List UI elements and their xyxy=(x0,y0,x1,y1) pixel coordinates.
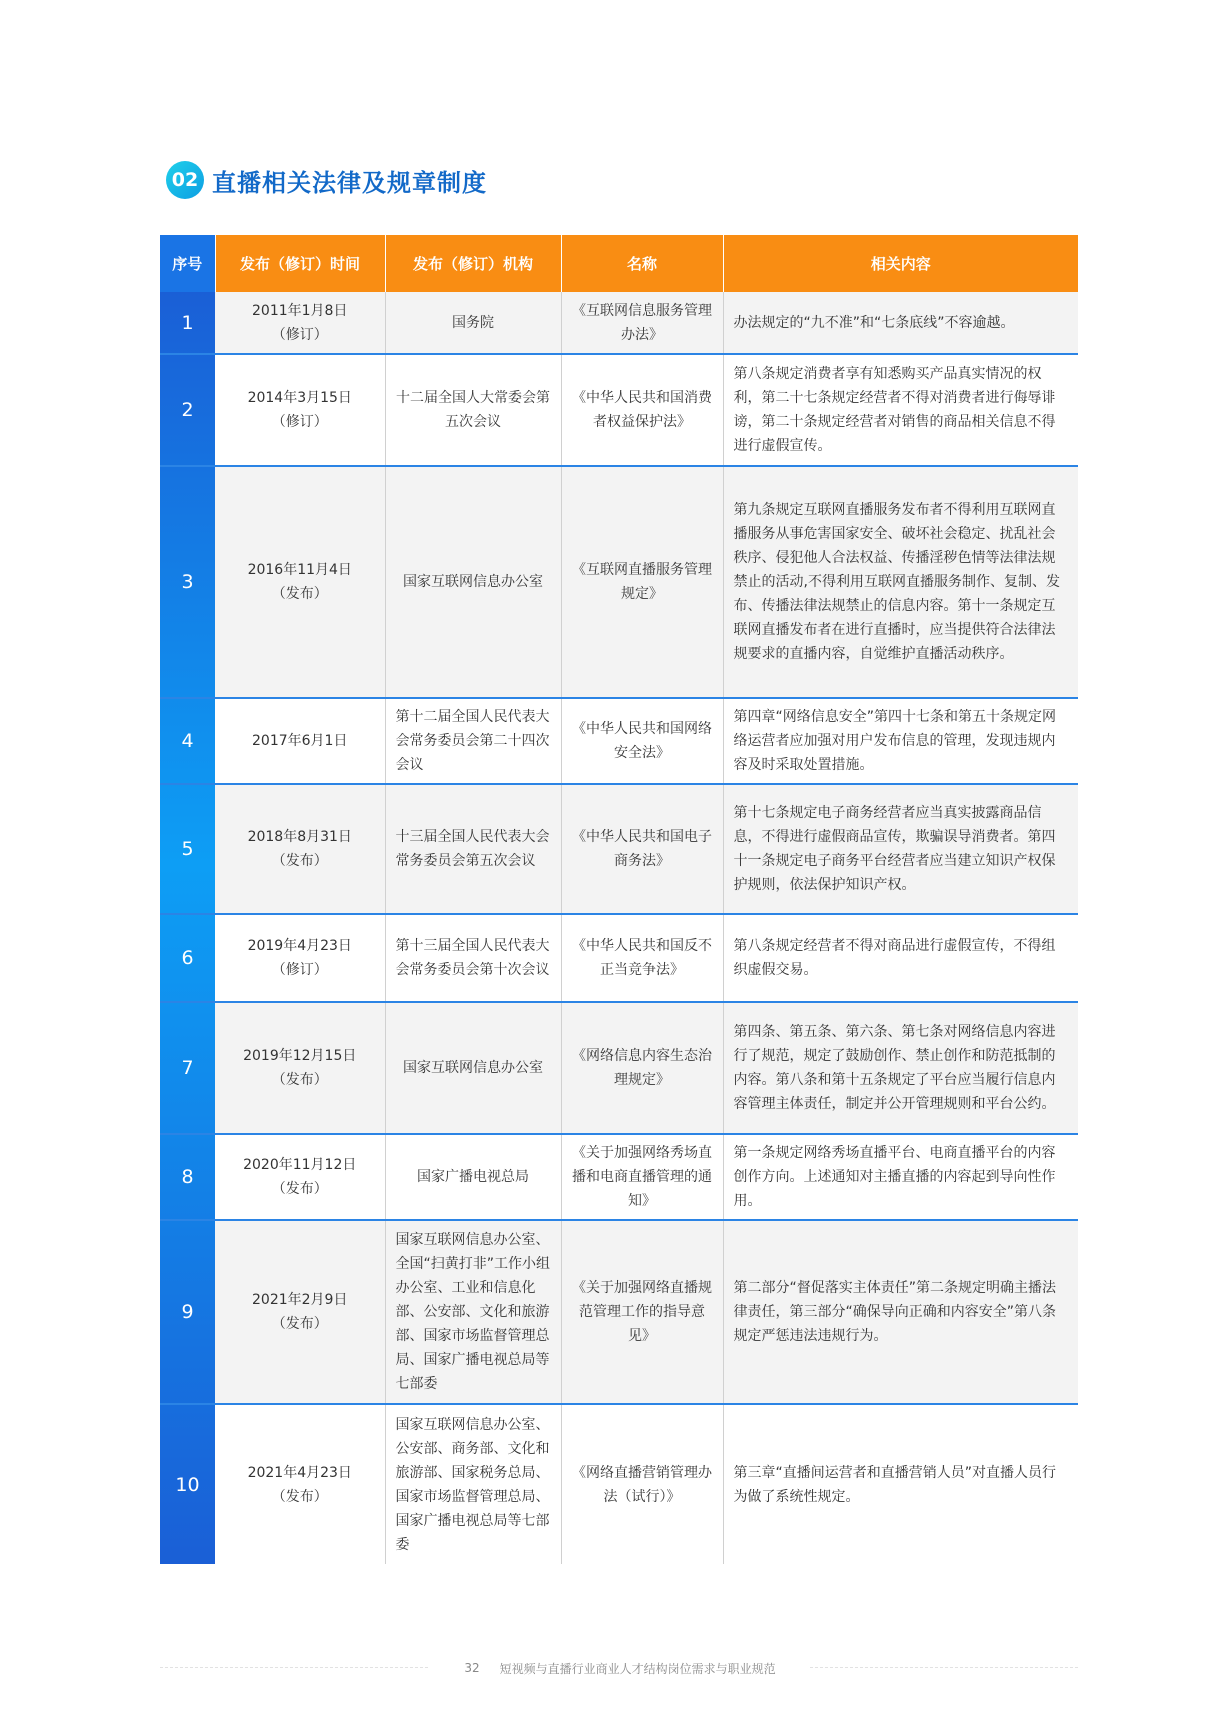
row-number: 1 xyxy=(160,292,215,354)
row-number: 8 xyxy=(160,1134,215,1220)
row-name: 《网络信息内容生态治理规定》 xyxy=(561,1002,723,1134)
row-status: （修订） xyxy=(271,326,328,343)
page-number: 32 xyxy=(464,1661,480,1675)
row-date-cell xyxy=(215,914,385,1002)
row-content: 第九条规定互联网直播服务发布者不得利用互联网直播服务从事危害国家安全、破坏社会稳定、扰乱社会秩序、侵犯他人合法权益、传播淫秽色情等法律法规禁止的活动,不得利用互联网直播服务制作、复制、发布、传播法律法规禁止的信息内容。第十一条规定互联网直播发布者在进行直播时，应当提供符合法律法规要求的直播内容，自觉维护直播活动秩序。 xyxy=(723,466,1078,698)
row-date: 2016年11月4日 xyxy=(247,562,352,578)
row-status: （发布） xyxy=(271,1181,328,1197)
row-name: 《中华人民共和国消费者权益保护法》 xyxy=(561,354,723,466)
row-content: 第一条规定网络秀场直播平台、电商直播平台的内容创作方向。上述通知对主播直播的内容起到导向性作用。 xyxy=(723,1134,1078,1220)
table-row xyxy=(160,1404,1078,1564)
row-status: （发布） xyxy=(271,586,328,602)
row-number: 7 xyxy=(160,1002,215,1134)
row-content: 第三章“直播间运营者和直播营销人员”对直播人员行为做了系统性规定。 xyxy=(723,1404,1078,1564)
row-content: 第八条规定经营者不得对商品进行虚假宣传，不得组织虚假交易。 xyxy=(723,914,1078,1002)
table-row xyxy=(160,1002,1078,1134)
row-organization: 第十三届全国人民代表大会常务委员会第十次会议 xyxy=(385,914,561,1002)
row-status: （修订） xyxy=(271,962,328,978)
row-name: 《关于加强网络秀场直播和电商直播管理的通知》 xyxy=(561,1134,723,1220)
row-date: 2011年1月8日 xyxy=(252,302,348,319)
table-body xyxy=(160,292,1078,1564)
table-row xyxy=(160,914,1078,1002)
row-organization: 国家互联网信息办公室 xyxy=(385,466,561,698)
row-status: （发布） xyxy=(271,1072,328,1088)
table-row xyxy=(160,292,1078,354)
row-number: 6 xyxy=(160,914,215,1002)
row-organization: 十二届全国人大常委会第五次会议 xyxy=(385,354,561,466)
section-heading xyxy=(166,161,487,199)
row-status: （发布） xyxy=(271,1316,328,1332)
row-name: 《网络直播营销管理办法（试行）》 xyxy=(561,1404,723,1564)
row-date-cell xyxy=(215,1134,385,1220)
row-date-cell xyxy=(215,1220,385,1404)
row-date-cell xyxy=(215,698,385,784)
row-status: （发布） xyxy=(271,853,328,869)
header-organization: 发布（修订）机构 xyxy=(385,235,561,292)
table-row xyxy=(160,698,1078,784)
row-status: （发布） xyxy=(271,1488,328,1505)
row-date: 2018年8月31日 xyxy=(247,829,352,845)
footer-label xyxy=(430,1655,810,1681)
row-name: 《中华人民共和国电子商务法》 xyxy=(561,784,723,914)
table-row xyxy=(160,1134,1078,1220)
table-row xyxy=(160,784,1078,914)
row-organization: 国家互联网信息办公室、全国“扫黄打非”工作小组办公室、工业和信息化部、公安部、文化和旅游部、国家市场监督管理总局、国家广播电视总局等七部委 xyxy=(385,1220,561,1404)
table-row xyxy=(160,354,1078,466)
table-row xyxy=(160,1220,1078,1404)
row-date-cell xyxy=(215,1002,385,1134)
section-number-badge: 02 xyxy=(166,161,204,199)
table-header-row xyxy=(160,235,1078,292)
regulations-table xyxy=(160,235,1078,1564)
row-name: 《关于加强网络直播规范管理工作的指导意见》 xyxy=(561,1220,723,1404)
header-name: 名称 xyxy=(561,235,723,292)
row-organization: 国务院 xyxy=(385,292,561,354)
row-number: 10 xyxy=(160,1404,215,1564)
row-date-cell xyxy=(215,292,385,354)
row-name: 《中华人民共和国网络安全法》 xyxy=(561,698,723,784)
row-date: 2019年12月15日 xyxy=(243,1048,357,1064)
header-content: 相关内容 xyxy=(723,235,1078,292)
row-date: 2020年11月12日 xyxy=(243,1157,357,1173)
row-number: 2 xyxy=(160,354,215,466)
row-content: 第四条、第五条、第六条、第七条对网络信息内容进行了规范，规定了鼓励创作、禁止创作和防范抵制的内容。第八条和第十五条规定了平台应当履行信息内容管理主体责任，制定并公开管理规则和平台公约。 xyxy=(723,1002,1078,1134)
row-organization: 国家互联网信息办公室 xyxy=(385,1002,561,1134)
row-date: 2019年4月23日 xyxy=(247,938,352,954)
footer-text: 短视频与直播行业商业人才结构岗位需求与职业规范 xyxy=(499,1661,776,1676)
row-number: 5 xyxy=(160,784,215,914)
row-organization: 十三届全国人民代表大会常务委员会第五次会议 xyxy=(385,784,561,914)
row-date: 2021年2月9日 xyxy=(252,1292,348,1308)
row-date-cell xyxy=(215,1404,385,1564)
row-date-cell xyxy=(215,354,385,466)
row-number: 4 xyxy=(160,698,215,784)
row-date: 2014年3月15日 xyxy=(247,390,352,406)
header-date: 发布（修订）时间 xyxy=(215,235,385,292)
page-footer xyxy=(160,1648,1078,1682)
row-organization: 国家广播电视总局 xyxy=(385,1134,561,1220)
row-content: 第八条规定消费者享有知悉购买产品真实情况的权利，第二十七条规定经营者不得对消费者进行侮辱诽谤，第二十条规定经营者对销售的商品相关信息不得进行虚假宣传。 xyxy=(723,354,1078,466)
header-number: 序号 xyxy=(160,235,215,292)
row-content: 第十七条规定电子商务经营者应当真实披露商品信息，不得进行虚假商品宣传，欺骗误导消费者。第四十一条规定电子商务平台经营者应当建立知识产权保护规则，依法保护知识产权。 xyxy=(723,784,1078,914)
row-status: （修订） xyxy=(271,414,328,430)
row-organization: 国家互联网信息办公室、公安部、商务部、文化和旅游部、国家税务总局、国家市场监督管理总局、国家广播电视总局等七部委 xyxy=(385,1404,561,1564)
row-date: 2021年4月23日 xyxy=(247,1464,352,1481)
row-name: 《中华人民共和国反不正当竞争法》 xyxy=(561,914,723,1002)
table-row xyxy=(160,466,1078,698)
row-number: 3 xyxy=(160,466,215,698)
row-organization: 第十二届全国人民代表大会常务委员会第二十四次会议 xyxy=(385,698,561,784)
row-date-cell xyxy=(215,466,385,698)
row-content: 第二部分“督促落实主体责任”第二条规定明确主播法律责任，第三部分“确保导向正确和内容安全”第八条规定严惩违法违规行为。 xyxy=(723,1220,1078,1404)
row-name: 《互联网直播服务管理规定》 xyxy=(561,466,723,698)
row-number: 9 xyxy=(160,1220,215,1404)
row-date-cell xyxy=(215,784,385,914)
section-title: 直播相关法律及规章制度 xyxy=(212,168,487,197)
row-content: 办法规定的“九不准”和“七条底线”不容逾越。 xyxy=(723,292,1078,354)
row-content: 第四章“网络信息安全”第四十七条和第五十条规定网络运营者应加强对用户发布信息的管理，发现违规内容及时采取处置措施。 xyxy=(723,698,1078,784)
row-name: 《互联网信息服务管理办法》 xyxy=(561,292,723,354)
row-date: 2017年6月1日 xyxy=(252,733,348,749)
